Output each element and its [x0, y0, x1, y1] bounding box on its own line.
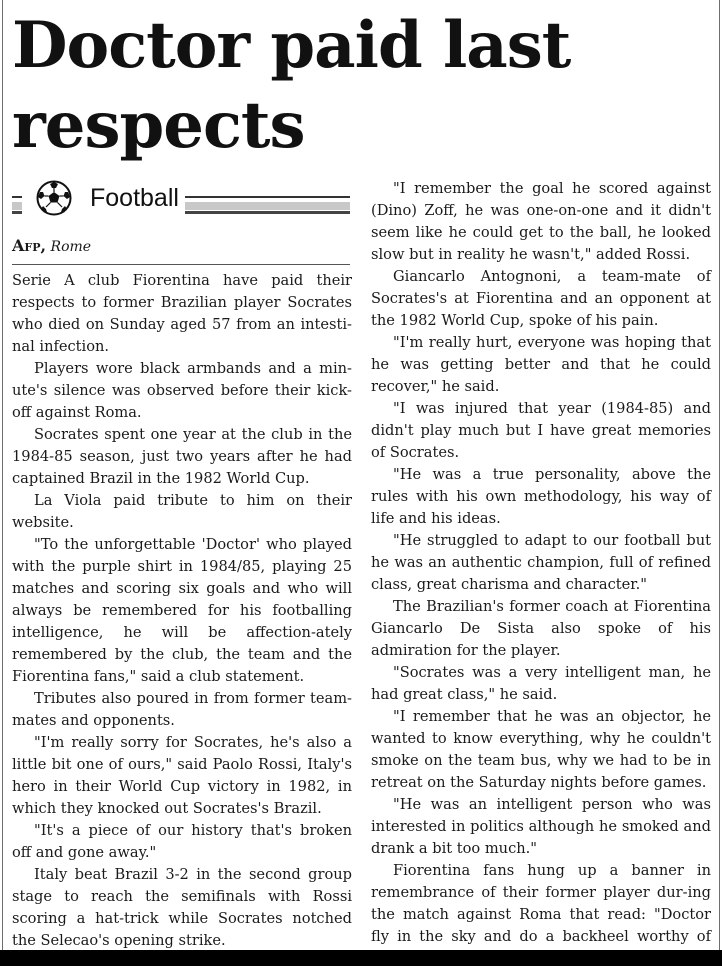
dateline-rule — [12, 264, 350, 265]
bottom-bar — [0, 950, 722, 966]
dateline — [12, 236, 350, 257]
left-column — [12, 270, 352, 952]
paragraph: The Brazilian's former coach at Fiorentina Giancarlo De Sista also spoke of his admiration for the player. — [371, 598, 711, 659]
paragraph: Players wore black armbands and a min-ute's silence was observed before their kick-off against Roma. — [12, 360, 352, 421]
paragraph: "I'm really hurt, everyone was hoping that he was getting better and that he could recover," he said. — [371, 334, 711, 395]
paragraph: "I was injured that year (1984-85) and didn't play much but I have great memories of Socrates. — [371, 400, 711, 461]
agency-name: Afp, — [12, 236, 47, 255]
paragraph: Italy beat Brazil 3-2 in the second group stage to reach the semifinals with Rossi scoring a hat-trick while Socrates notched the Selecao's opening strike. — [12, 866, 352, 949]
right-column — [371, 178, 711, 970]
paragraph: Giancarlo Antognoni, a team-mate of Socrates's at Fiorentina and an opponent at the 1982 World Cup, spoke of his pain. — [371, 268, 711, 329]
paragraph: "Socrates was a very intelligent man, he had great class," he said. — [371, 664, 711, 703]
paragraph: "I remember the goal he scored against (Dino) Zoff, he was one-on-one and it didn't seem like he could get to the ball, he looked slow but in reality he wasn't," added Rossi. — [371, 180, 711, 263]
paragraph: Serie A club Fiorentina have paid their respects to former Brazilian player Socrates who died on Sunday aged 57 from an intesti-nal infection. — [12, 272, 352, 355]
dateline-city: Rome — [50, 239, 92, 255]
paragraph: Socrates spent one year at the club in the 1984-85 season, just two years after he had captained Brazil in the 1982 World Cup. — [12, 426, 352, 487]
paragraph: "I remember that he was an objector, he wanted to know everything, why he couldn't smoke on the team bus, why we had to be in retreat on the Saturday nights before games. — [371, 708, 711, 791]
section-tag — [12, 180, 350, 218]
paragraph: Fiorentina fans hung up a banner in remembrance of their former player dur-ing the match against Roma that read: "Doctor fly in the sky and do a backheel worthy of — [371, 862, 711, 945]
ball-holder — [22, 180, 86, 216]
paragraph: "I'm really sorry for Socrates, he's also a little bit one of ours," said Paolo Rossi, Italy's hero in their World Cup victory in 1982, in which they knocked out Socrates's Brazil. — [12, 734, 352, 817]
section-label: Football — [84, 182, 185, 214]
paragraph: "He was an intelligent person who was interested in politics although he smoked and drank a bit too much." — [371, 796, 711, 857]
paragraph: "He was a true personality, above the rules with his own methodology, his way of life and his ideas. — [371, 466, 711, 527]
paragraph: "It's a piece of our history that's broken off and gone away." — [12, 822, 352, 861]
paragraph: Tributes also poured in from former team-mates and opponents. — [12, 690, 352, 729]
headline: Doctor paid last respects — [12, 8, 571, 163]
paragraph: "To the unforgettable 'Doctor' who played with the purple shirt in 1984/85, playing 25 matches and scoring six goals and who will always be remembered for his footballing intelligence, he will be affection-ately remembered by the club, the team and the Fiorentina fans," said a club statement. — [12, 536, 352, 685]
paragraph: "He struggled to adapt to our football but he was an authentic champion, full of refined class, great charisma and character." — [371, 532, 711, 593]
soccer-ball-icon — [36, 180, 72, 216]
paragraph: La Viola paid tribute to him on their website. — [12, 492, 352, 531]
